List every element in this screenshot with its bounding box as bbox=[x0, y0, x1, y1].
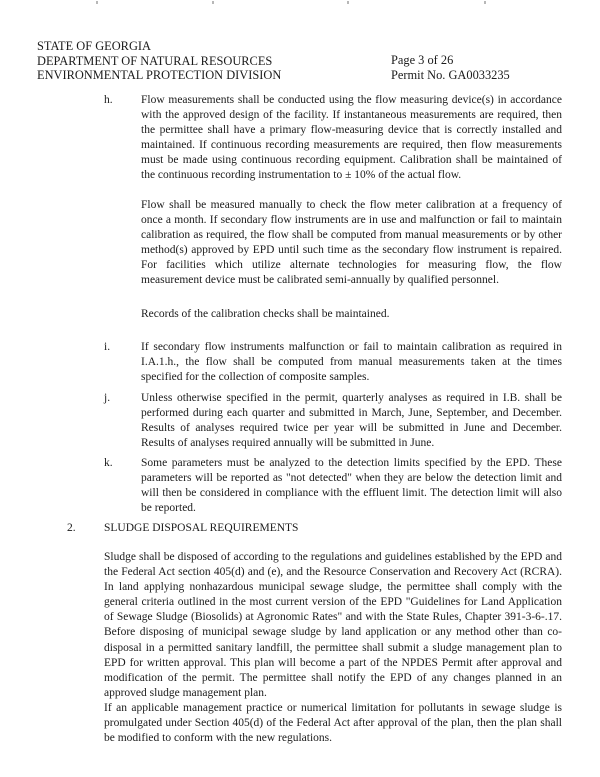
item-marker-j: j. bbox=[104, 392, 111, 404]
section-number: 2. bbox=[67, 522, 76, 534]
item-marker-k: k. bbox=[104, 457, 113, 469]
page-number: Page 3 of 26 bbox=[391, 53, 454, 67]
scan-edge-marks bbox=[0, 0, 600, 8]
item-marker-i: i. bbox=[104, 341, 111, 353]
item-j-paragraph: Unless otherwise specified in the permit, quarterly analyses as required in I.B. shall be performed during each quarter and submitted in March, June, September, and December. Results of analyses required twice per year will be submitted in June and December. Results of analyses required annually will be submitted in June. bbox=[141, 392, 562, 450]
section-title: SLUDGE DISPOSAL REQUIREMENTS bbox=[104, 522, 299, 534]
header-line-state: STATE OF GEORGIA bbox=[37, 39, 151, 53]
agency-header bbox=[37, 39, 281, 83]
sludge-paragraph-1: Sludge shall be disposed of according to the regulations and guidelines established by the EPD and the Federal Act section 405(d) and (e), and the Resource Conservation and Recovery Act (RCRA). In land applying nonhazardous municipal sewage sludge, the permittee shall comply with the general criteria outlined in the most current version of the EPD "Guidelines for Land Application of Sewage Sludge (Biosolids) at Agronomic Rates" and with the State Rules, Chapter 391-3-6-.17. Before disposing of municipal sewage sludge by land application or any method other than co-disposal in a permitted sanitary landfill, the permittee shall submit a sludge management plan to EPD for written approval. This plan will become a part of the NPDES Permit after approval and modification of the permit. The permittee shall notify the EPD of any changes planned in an approved sludge management plan. bbox=[104, 551, 562, 699]
item-marker-h: h. bbox=[104, 94, 113, 106]
item-h-paragraph-3: Records of the calibration checks shall be maintained. bbox=[141, 308, 390, 320]
item-k-paragraph: Some parameters must be analyzed to the detection limits specified by the EPD. These parameters will be reported as "not detected" when they are below the detection limit and will then be considered in compliance with the effluent limit. The detection limit will also be reported. bbox=[141, 457, 562, 515]
header-line-department: DEPARTMENT OF NATURAL RESOURCES bbox=[37, 53, 273, 68]
page-info bbox=[391, 53, 510, 82]
header-line-division: ENVIRONMENTAL PROTECTION DIVISION bbox=[37, 68, 282, 83]
item-h-paragraph-1: Flow measurements shall be conducted using the flow measuring device(s) in accordance with the approved design of the facility. If instantaneous measurements are required, then the permittee shall have a primary flow-measuring device that is correctly installed and maintained. If continuous recording measurements are required, then flow measurements must be made using continuous recording equipment. Calibration shall be maintained of the continuous recording instrumentation to ± 10% of the actual flow. bbox=[141, 94, 562, 182]
sludge-paragraph-2: If an applicable management practice or numerical limitation for pollutants in sewage sludge is promulgated under Section 405(d) of the Federal Act after approval of the plan, then the plan shall be modified to conform with the new regulations. bbox=[104, 702, 562, 745]
item-h-paragraph-2: Flow shall be measured manually to check the flow meter calibration at a frequency of once a month. If secondary flow instruments are in use and malfunction or fail to maintain calibration as required, the flow shall be computed from manual measurements or by other method(s) approved by EPD until such time as the secondary flow instrument is repaired. For facilities which utilize alternate technologies for measuring flow, the flow measurement device must be calibrated semi-annually by qualified personnel. bbox=[141, 199, 562, 287]
item-i-paragraph: If secondary flow instruments malfunction or fail to maintain calibration as required in I.A.1.h., the flow shall be computed from manual measurements taken at the times specified for the collection of composite samples. bbox=[141, 341, 562, 384]
permit-number: Permit No. GA0033235 bbox=[391, 67, 510, 82]
